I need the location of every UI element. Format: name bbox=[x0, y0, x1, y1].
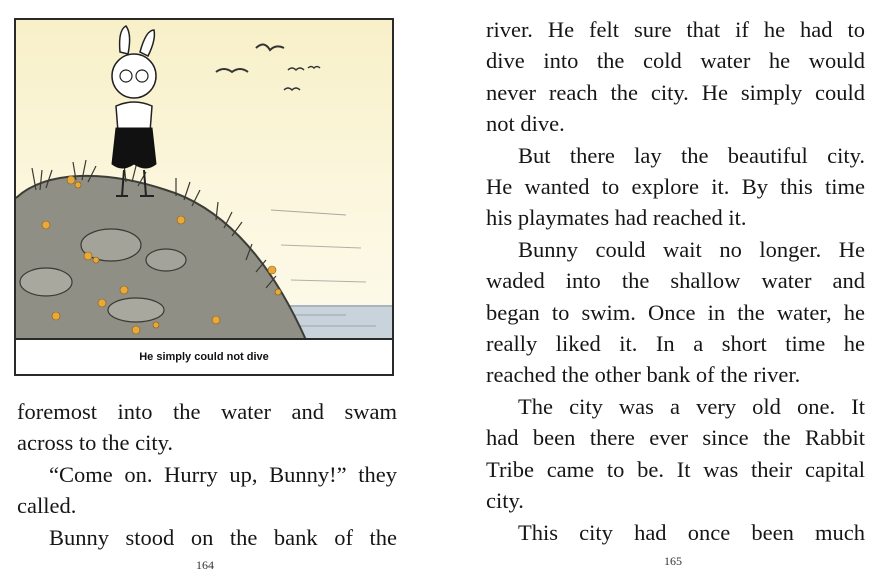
text-line: “Come on. Hurry up, Bunny!” they bbox=[49, 461, 397, 487]
bunny-hill-drawing bbox=[16, 20, 392, 340]
text-line: Tribe came to be. It was their capital bbox=[486, 456, 865, 482]
illustration-caption: He simply could not dive bbox=[139, 351, 269, 363]
text-line: began to swim. Once in the water, he bbox=[486, 299, 865, 325]
page-number-right: 165 bbox=[664, 554, 682, 568]
text-line: waded into the shallow water and bbox=[486, 268, 865, 294]
text-line: He wanted to explore it. By this time bbox=[486, 174, 865, 200]
right-page-text bbox=[486, 14, 865, 548]
caption-strip bbox=[16, 338, 392, 374]
text-line: his playmates had reached it. bbox=[486, 205, 747, 231]
text-line: river. He felt sure that if he had to bbox=[486, 17, 865, 42]
text-line: But there lay the beautiful city. bbox=[518, 142, 865, 168]
text-line: This city had once been much bbox=[518, 519, 865, 545]
text-line: across to the city. bbox=[17, 430, 173, 456]
text-line: The city was a very old one. It bbox=[518, 393, 865, 419]
text-line: dive into the cold water he would bbox=[486, 48, 865, 74]
text-line: not dive. bbox=[486, 111, 565, 137]
bunny-figure bbox=[112, 26, 156, 196]
text-line: Bunny could wait no longer. He bbox=[518, 236, 865, 262]
text-line: foremost into the water and swam bbox=[17, 399, 397, 424]
text-line: really liked it. In a short time he bbox=[486, 331, 865, 357]
text-line: never reach the city. He simply could bbox=[486, 79, 865, 105]
left-page bbox=[0, 0, 420, 577]
page-number-left: 164 bbox=[196, 558, 214, 572]
text-line: called. bbox=[17, 493, 77, 519]
text-line: Bunny stood on the bank of the bbox=[49, 524, 397, 550]
text-line: city. bbox=[486, 488, 524, 514]
text-line: had been there ever since the Rabbit bbox=[486, 425, 865, 451]
left-page-text bbox=[17, 396, 397, 553]
text-line: reached the other bank of the river. bbox=[486, 362, 801, 388]
illustration-bunny-on-hill bbox=[14, 18, 394, 376]
